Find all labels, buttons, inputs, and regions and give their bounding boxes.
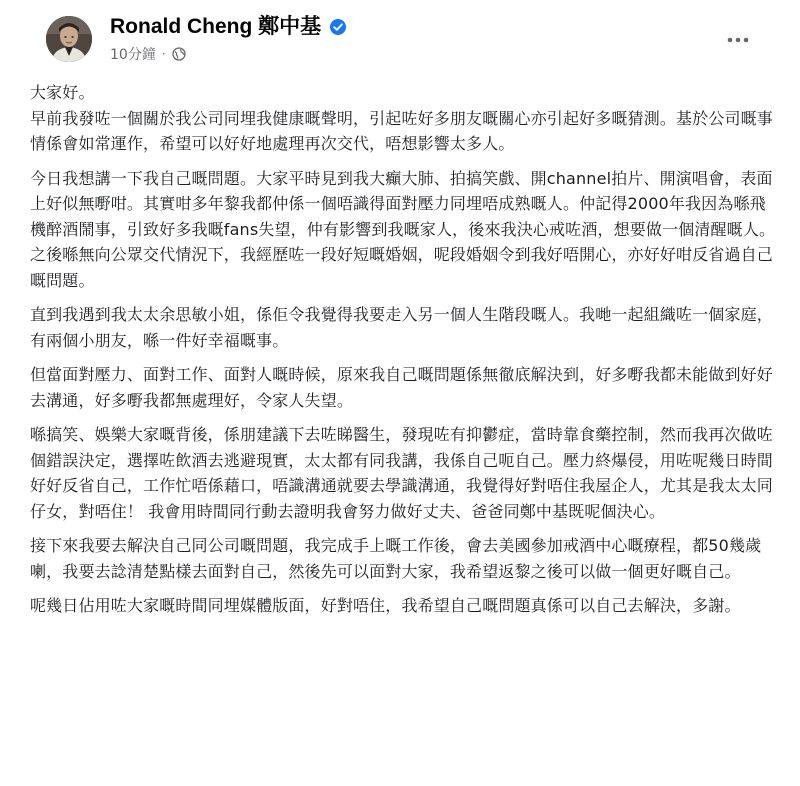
post-paragraph: 呢幾日佔用咗大家嘅時間同埋媒體版面，好對唔住，我希望自己嘅問題真係可以自己去解決，多謝。 (30, 596, 741, 615)
author-name[interactable]: Ronald Cheng 鄭中基 (110, 15, 322, 38)
post-content (30, 80, 778, 628)
author-avatar[interactable] (46, 16, 92, 62)
globe-icon[interactable] (172, 47, 186, 61)
post-meta (110, 44, 186, 64)
post-header (24, 0, 778, 74)
post-paragraph: 直到我遇到我太太余思敏小姐，係佢令我覺得我要走入另一個人生階段嘅人。我哋一起組織咗一個家庭，有兩個小朋友，喺一件好幸福嘅事。 (30, 305, 773, 350)
post-paragraph: 今日我想講一下我自己嘅問題。大家平時見到我大癲大肺、拍搞笑戲、開channel拍片、開演唱會，表面上好似無嘢咁。其實咁多年黎我都仲係一個唔識得面對壓力同埋唔成熟嘅人。仲記得2000年我因為喺飛機醉酒鬧事，引致好多我嘅fans失望，仲有影響到我嘅家人，後來我決心戒咗酒，想要做一個清醒嘅人。之後喺無向公眾交代情況下，我經歷咗一段好短嘅婚姻，呢段婚姻令到我好唔開心，亦好好咁反省過自己嘅問題。 (30, 168, 776, 290)
post-paragraph: 大家好。 早前我發咗一個關於我公司同埋我健康嘅聲明，引起咗好多朋友嘅關心亦引起好多嘅猜測。基於公司嘅事情係會如常運作，希望可以好好地處理再次交代，唔想影響太多人。 (30, 83, 773, 153)
post-paragraph: 接下來我要去解決自己同公司嘅問題，我完成手上嘅工作後，會去美國參加戒酒中心嘅療程，都50幾歲喇，我要去諗清楚點樣去面對自己，然後先可以面對大家，我希望返黎之後可以做一個更好嘅自己。 (30, 536, 762, 581)
post-paragraph: 但當面對壓力、面對工作、面對人嘅時候，原來我自己嘅問題係無徹底解決到，好多嘢我都未能做到好好去溝通，好多嘢我都無處理好，令家人失望。 (30, 365, 773, 410)
verified-badge-icon (329, 18, 347, 36)
person-avatar-icon (46, 16, 92, 62)
more-options-icon[interactable] (724, 30, 752, 50)
post-time[interactable]: 10分鐘 (110, 47, 156, 63)
author-line (110, 14, 347, 40)
post-paragraph: 喺搞笑、娛樂大家嘅背後，係朋建議下去咗睇醫生，發現咗有抑鬱症，當時靠食藥控制，然而我再次做咗個錯誤決定，選擇咗飲酒去逃避現實，太太都有同我講，我係自己呃自己。壓力終爆侵，用咗呢幾日時間好好反省自己，工作忙唔係藉口，唔識溝通就要去學識溝通，我覺得好對唔住我屋企人，尤其是我太太同仔女，對唔住！ 我會用時間同行動去證明我會努力做好丈夫、爸爸同鄭中基既呢個決心。 (30, 425, 773, 521)
meta-separator: · (161, 47, 166, 61)
